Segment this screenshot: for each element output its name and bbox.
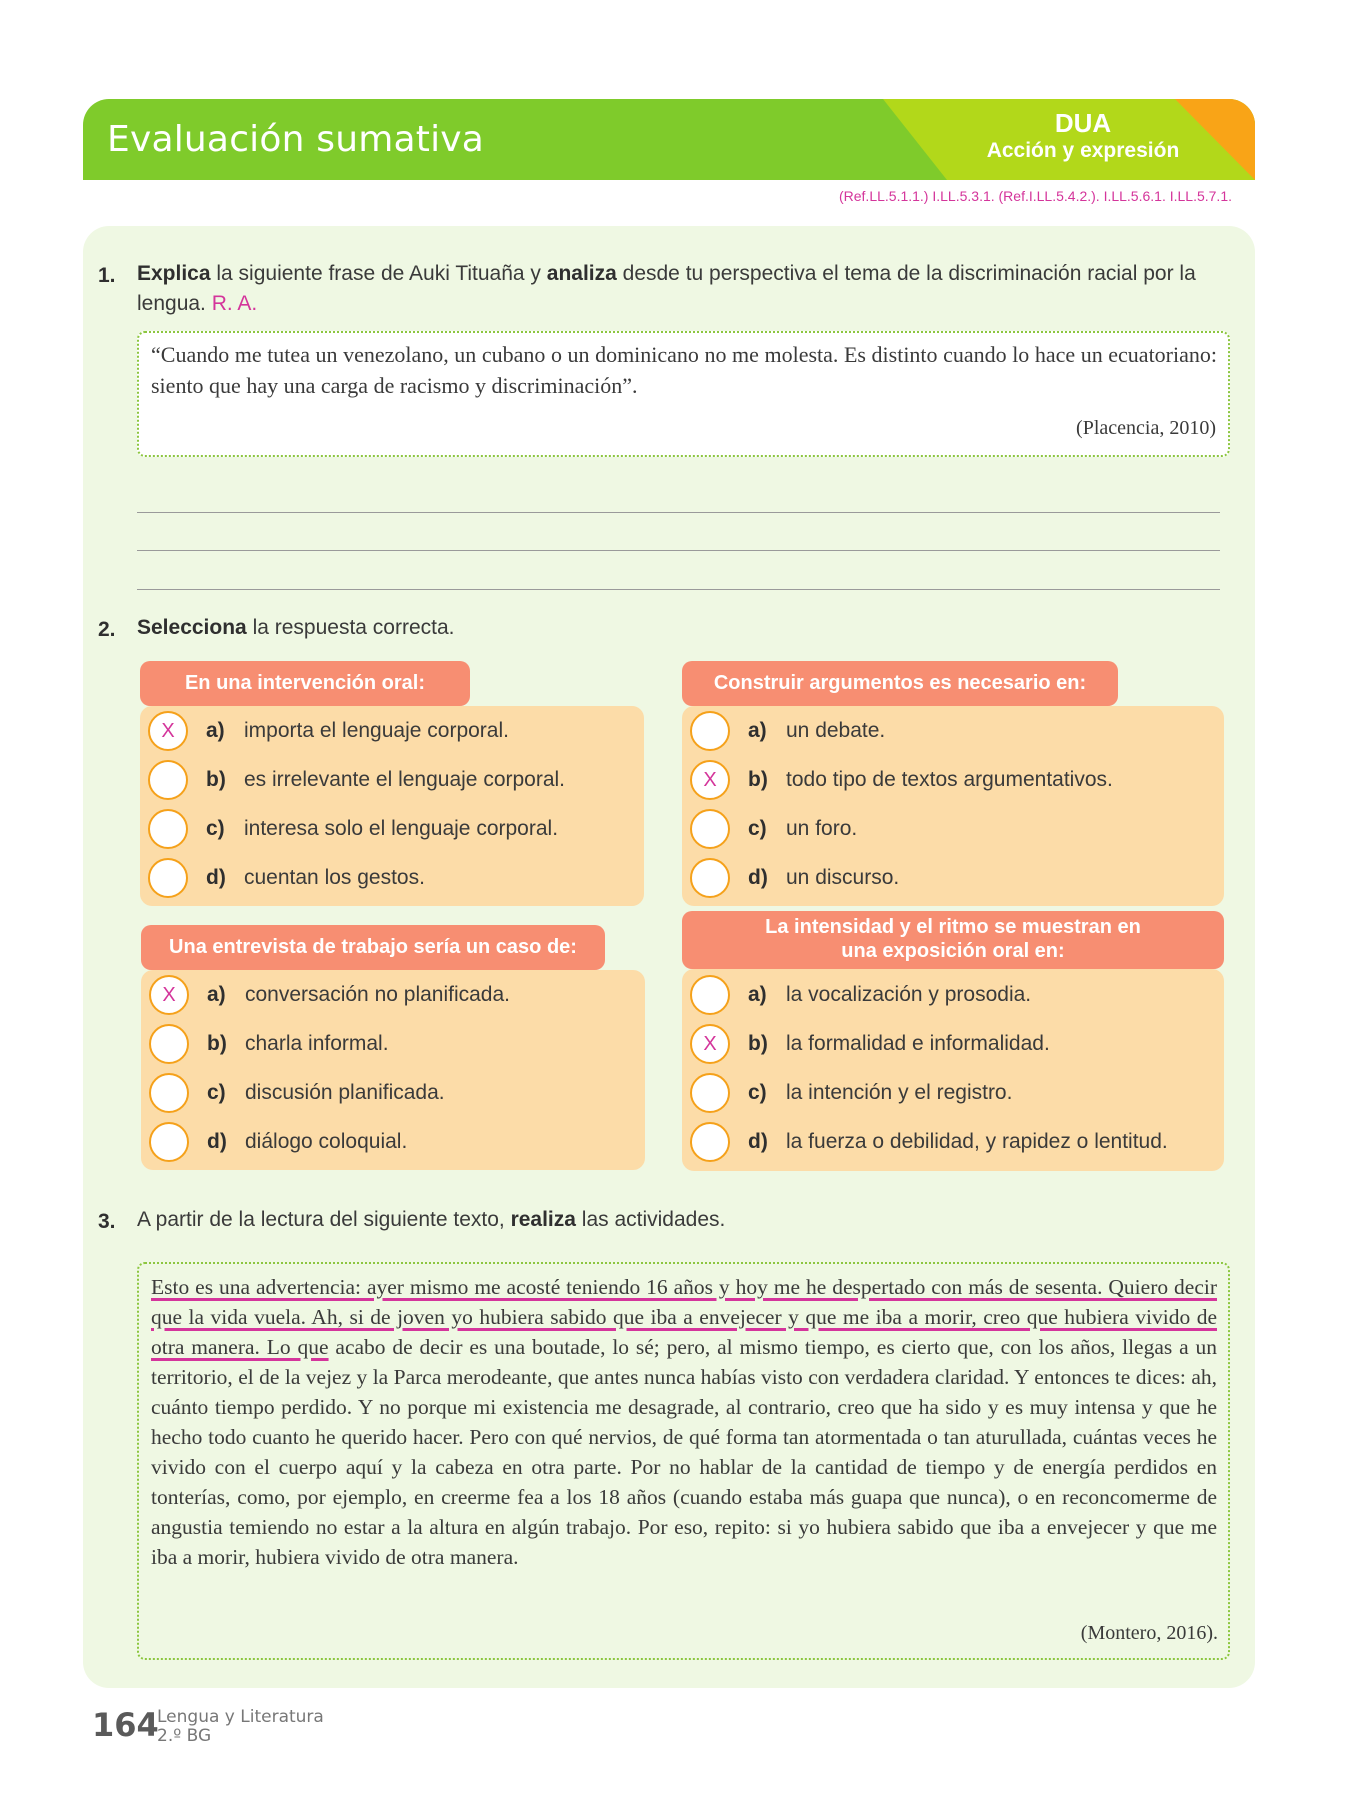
option-text: diálogo coloquial.: [245, 1130, 408, 1153]
option-text: un debate.: [786, 719, 886, 742]
option-1a[interactable]: [148, 710, 509, 752]
question-3-verb: realiza: [510, 1208, 576, 1231]
reading-citation: (Montero, 2016).: [1080, 1622, 1218, 1644]
quote-citation: (Placencia, 2010): [1076, 417, 1216, 439]
page-number: 164: [92, 1706, 159, 1744]
option-letter: a): [206, 719, 225, 742]
quiz-block-4-heading: [682, 911, 1224, 969]
option-text: importa el lenguaje corporal.: [244, 719, 509, 742]
option-2d[interactable]: [690, 857, 899, 899]
option-text: interesa solo el lenguaje corporal.: [244, 817, 559, 840]
option-letter: d): [207, 1130, 227, 1153]
quiz-block-4-heading-line1: La intensidad y el ritmo se muestran en: [765, 916, 1141, 938]
option-1c[interactable]: [148, 808, 558, 850]
option-letter: c): [748, 817, 767, 840]
quiz-block-1-heading: En una intervención oral:: [140, 661, 470, 706]
footer-grade: 2.º BG: [157, 1726, 212, 1746]
option-4a[interactable]: [690, 974, 1031, 1016]
option-3c[interactable]: [149, 1072, 445, 1114]
option-letter: d): [748, 866, 768, 889]
answer-line-3[interactable]: [137, 589, 1220, 590]
option-letter: a): [748, 719, 767, 742]
radio-circle[interactable]: [148, 760, 188, 800]
option-text: conversación no planificada.: [245, 983, 511, 1006]
radio-circle[interactable]: [148, 858, 188, 898]
radio-circle[interactable]: X: [690, 1024, 730, 1064]
question-3-text-b: las actividades.: [575, 1208, 726, 1231]
option-text: un discurso.: [786, 866, 900, 889]
question-3-text-a: A partir de la lectura del siguiente texto,: [137, 1208, 511, 1231]
page-title: Evaluación sumativa: [107, 119, 485, 160]
quiz-block-3-heading: Una entrevista de trabajo sería un caso de:: [141, 925, 605, 970]
reading-highlighted-passage: Esto es una advertencia: ayer mismo me acosté teniendo 16 años y hoy me he despertado con más de sesenta. Quiero decir que la vida vuela. Ah, si de joven yo hubiera sabido que iba a envejecer y que me iba a morir, creo que hubiera vivido de otra manera. Lo que: [151, 1275, 1217, 1359]
option-text: la formalidad e informalidad.: [786, 1032, 1050, 1055]
radio-circle[interactable]: X: [148, 711, 188, 751]
footer-subject: [157, 1708, 324, 1746]
option-1b[interactable]: [148, 759, 565, 801]
option-letter: b): [207, 1032, 227, 1055]
option-2c[interactable]: [690, 808, 857, 850]
quote-text: “Cuando me tutea un venezolano, un cubano o un dominicano no me molesta. Es distinto cuando lo hace un ecuatoriano: siento que hay una carga de racismo y discriminación”.: [151, 342, 1217, 398]
option-text: charla informal.: [245, 1032, 389, 1055]
question-2-text: la respuesta correcta.: [246, 616, 455, 639]
radio-circle[interactable]: [149, 1073, 189, 1113]
option-text: un foro.: [786, 817, 858, 840]
radio-circle[interactable]: [148, 809, 188, 849]
option-letter: d): [748, 1130, 768, 1153]
quiz-block-4-heading-line2: una exposición oral en:: [841, 940, 1065, 962]
question-1-text-b: desde tu perspectiva el tema de la discriminación racial por la lengua.: [137, 262, 1196, 315]
radio-circle[interactable]: [149, 1122, 189, 1162]
quiz-block-3-options: [141, 970, 645, 1170]
quiz-block-2-options: [682, 706, 1224, 906]
answer-line-2[interactable]: [137, 550, 1220, 551]
footer-subject-name: Lengua y Literatura: [157, 1707, 324, 1727]
option-letter: c): [748, 1081, 767, 1104]
quiz-block-4-options: [682, 969, 1224, 1171]
option-2a[interactable]: [690, 710, 885, 752]
question-1-verb-analiza: analiza: [546, 262, 617, 285]
question-1-verb-explica: Explica: [137, 262, 211, 285]
question-2-prompt: [137, 613, 455, 643]
option-3a[interactable]: [149, 974, 510, 1016]
question-1-text-a: la siguiente frase de Auki Tituaña y: [210, 262, 547, 285]
question-2-verb: Selecciona: [137, 616, 247, 639]
question-3-prompt: [137, 1205, 725, 1235]
option-letter: d): [206, 866, 226, 889]
option-letter: b): [748, 1032, 768, 1055]
option-text: cuentan los gestos.: [244, 866, 425, 889]
option-3b[interactable]: [149, 1023, 389, 1065]
option-2b[interactable]: [690, 759, 1113, 801]
quiz-block-1-options: [140, 706, 644, 906]
option-letter: a): [748, 983, 767, 1006]
option-letter: a): [207, 983, 226, 1006]
radio-circle[interactable]: X: [690, 760, 730, 800]
section-banner: [83, 99, 1255, 180]
dua-badge-subtitle: Acción y expresión: [986, 139, 1180, 162]
reading-passage: acabo de decir es una boutade, lo sé; pero, al mismo tiempo, es cierto que, con los años, llegas a un territorio, el de la vejez y la Parca merodeante, que antes nunca habías visto con verdadera claridad. Y entonces te dices: ah, cuánto tiempo perdido. Y no porque mi existencia me desagrade, al contrario, creo que ha sido y es muy intensa y que he hecho todo cuanto he querido hacer. Pero con qué nervios, de qué forma tan atormentada o tan aturullada, cuántas veces he vivido con el cuerpo aquí y la cabeza en otra parte. Por no hablar de la cantidad de tiempo y de energía perdidos en tonterías, como, por ejemplo, en creerme fea a los 18 años (cuando estaba más guapa que nunca), o en reconcomerme de angustia temiendo no estar a la altura en algún trabajo. Por eso, repito: si yo hubiera sabido que iba a envejecer y que me iba a morir, hubiera vivido de otra manera.: [151, 1335, 1217, 1569]
option-3d[interactable]: [149, 1121, 407, 1163]
option-text: todo tipo de textos argumentativos.: [786, 768, 1113, 791]
option-text: la vocalización y prosodia.: [786, 983, 1032, 1006]
dua-badge: [963, 109, 1203, 165]
question-1-prompt: [137, 259, 1237, 319]
radio-circle[interactable]: [690, 1122, 730, 1162]
option-text: es irrelevante el lenguaje corporal.: [244, 768, 566, 791]
question-3-number: 3.: [98, 1210, 116, 1233]
question-1-number: 1.: [98, 264, 116, 287]
option-text: la fuerza o debilidad, y rapidez o lentitud.: [786, 1130, 1168, 1153]
radio-circle[interactable]: [149, 1024, 189, 1064]
option-4c[interactable]: [690, 1072, 1012, 1114]
option-4d[interactable]: [690, 1121, 1168, 1163]
dua-badge-title: DUA: [1054, 108, 1112, 138]
question-2-number: 2.: [98, 618, 116, 641]
option-letter: b): [206, 768, 226, 791]
option-letter: c): [206, 817, 225, 840]
quote-box: [137, 331, 1230, 457]
radio-circle[interactable]: [690, 809, 730, 849]
option-text: discusión planificada.: [245, 1081, 445, 1104]
radio-circle[interactable]: [690, 858, 730, 898]
reading-text: [151, 1272, 1217, 1572]
curriculum-references: (Ref.LL.5.1.1.) I.LL.5.3.1. (Ref.I.LL.5.4.2.). I.LL.5.6.1. I.LL.5.7.1.: [838, 188, 1232, 204]
reading-box: [137, 1262, 1230, 1660]
radio-circle[interactable]: X: [149, 975, 189, 1015]
answer-note: R. A.: [211, 292, 258, 315]
option-text: la intención y el registro.: [786, 1081, 1013, 1104]
option-letter: c): [207, 1081, 226, 1104]
radio-circle[interactable]: [690, 975, 730, 1015]
option-1d[interactable]: [148, 857, 425, 899]
option-4b[interactable]: [690, 1023, 1050, 1065]
radio-circle[interactable]: [690, 711, 730, 751]
quiz-block-2-heading: Construir argumentos es necesario en:: [682, 661, 1118, 706]
option-letter: b): [748, 768, 768, 791]
radio-circle[interactable]: [690, 1073, 730, 1113]
answer-line-1[interactable]: [137, 512, 1220, 513]
